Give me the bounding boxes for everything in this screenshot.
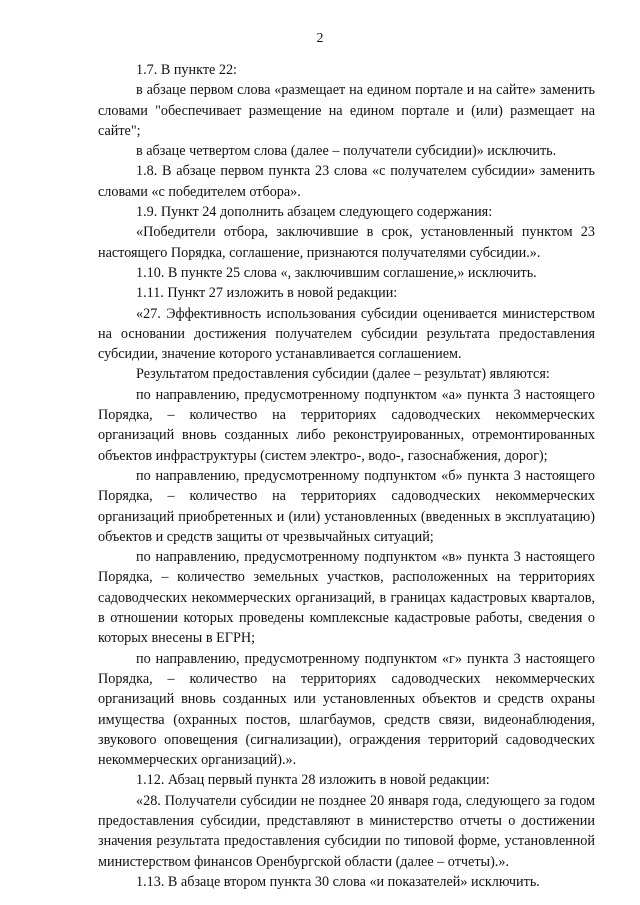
- paragraph-direction-v: по направлению, предусмотренному подпунктом «в» пункта 3 настоящего Порядка, – количество земельных участков, расположенных на территориях садоводческих некоммерческих организаций, в границах кадастровых кварталов, в отношении которых проведены комплексные кадастровые работы, сведения о которых внесены в ЕГРН;: [98, 549, 595, 647]
- paragraph-1-13: 1.13. В абзаце втором пункта 30 слова «и показателей» исключить.: [136, 873, 540, 890]
- paragraph-28-reports: «28. Получатели субсидии не позднее 20 января года, следующего за годом предоставления субсидии, представляют в министерство отчеты о достижении значения результата предоставления субсидии по типовой форме, установленной министерством финансов Оренбургской области (далее – отчеты).».: [98, 792, 595, 870]
- paragraph-1-7-abzac-4: в абзаце четвертом слова (далее – получатели субсидии)» исключить.: [136, 143, 557, 160]
- paragraph-1-9: 1.9. Пункт 24 дополнить абзацем следующего содержания:: [136, 204, 493, 221]
- paragraph-1-8: 1.8. В абзаце первом пункта 23 слова «с получателем субсидии» заменить словами «с победителем отбора».: [98, 163, 595, 200]
- paragraph-27-effectiveness: «27. Эффективность использования субсидии оценивается министерством на основании достижения получателем субсидии результата предоставления субсидии, значение которого устанавливается соглашением.: [98, 305, 595, 363]
- paragraph-direction-a: по направлению, предусмотренному подпунктом «а» пункта 3 настоящего Порядка, – количество на территориях садоводческих некоммерческих организаций вновь созданных либо реконструированных, отремонтированных объектов инфраструктуры (систем электро-, водо-, газоснабжения, дорог);: [98, 386, 595, 464]
- paragraph-direction-b: по направлению, предусмотренному подпунктом «б» пункта 3 настоящего Порядка, – количество на территориях садоводческих некоммерческих организаций приобретенных и (или) установленных (введенных в эксплуатацию) объектов и средств защиты от чрезвычайных ситуаций;: [98, 467, 595, 545]
- paragraph-1-7-abzac-1: в абзаце первом слова «размещает на едином портале и на сайте» заменить словами "обеспечивает размещение на едином портале и (или) размещает на сайте";: [98, 82, 595, 139]
- paragraph-direction-g: по направлению, предусмотренному подпунктом «г» пункта 3 настоящего Порядка, – количество на территориях садоводческих некоммерческих организаций вновь созданных или установленных объектов и средств охраны имущества (охранных постов, шлагбаумов, средств связи, видеонаблюдения, звукового оповещения (сигнализации), ограждения территорий садоводческих некоммерческих организаций).».: [98, 650, 595, 769]
- paragraph-1-9-quote: «Победители отбора, заключившие в срок, установленный пунктом 23 настоящего Порядка, соглашение, признаются получателями субсидии.».: [98, 224, 595, 261]
- page-number: 2: [316, 31, 324, 46]
- paragraph-1-12: 1.12. Абзац первый пункта 28 изложить в новой редакции:: [136, 772, 490, 789]
- paragraph-result-intro: Результатом предоставления субсидии (далее – результат) являются:: [136, 366, 550, 383]
- document-body: [98, 60, 595, 892]
- paragraph-1-11: 1.11. Пункт 27 изложить в новой редакции:: [136, 285, 398, 302]
- paragraph-1-10: 1.10. В пункте 25 слова «, заключившим соглашение,» исключить.: [136, 264, 537, 281]
- paragraph-1-7: 1.7. В пункте 22:: [136, 62, 237, 78]
